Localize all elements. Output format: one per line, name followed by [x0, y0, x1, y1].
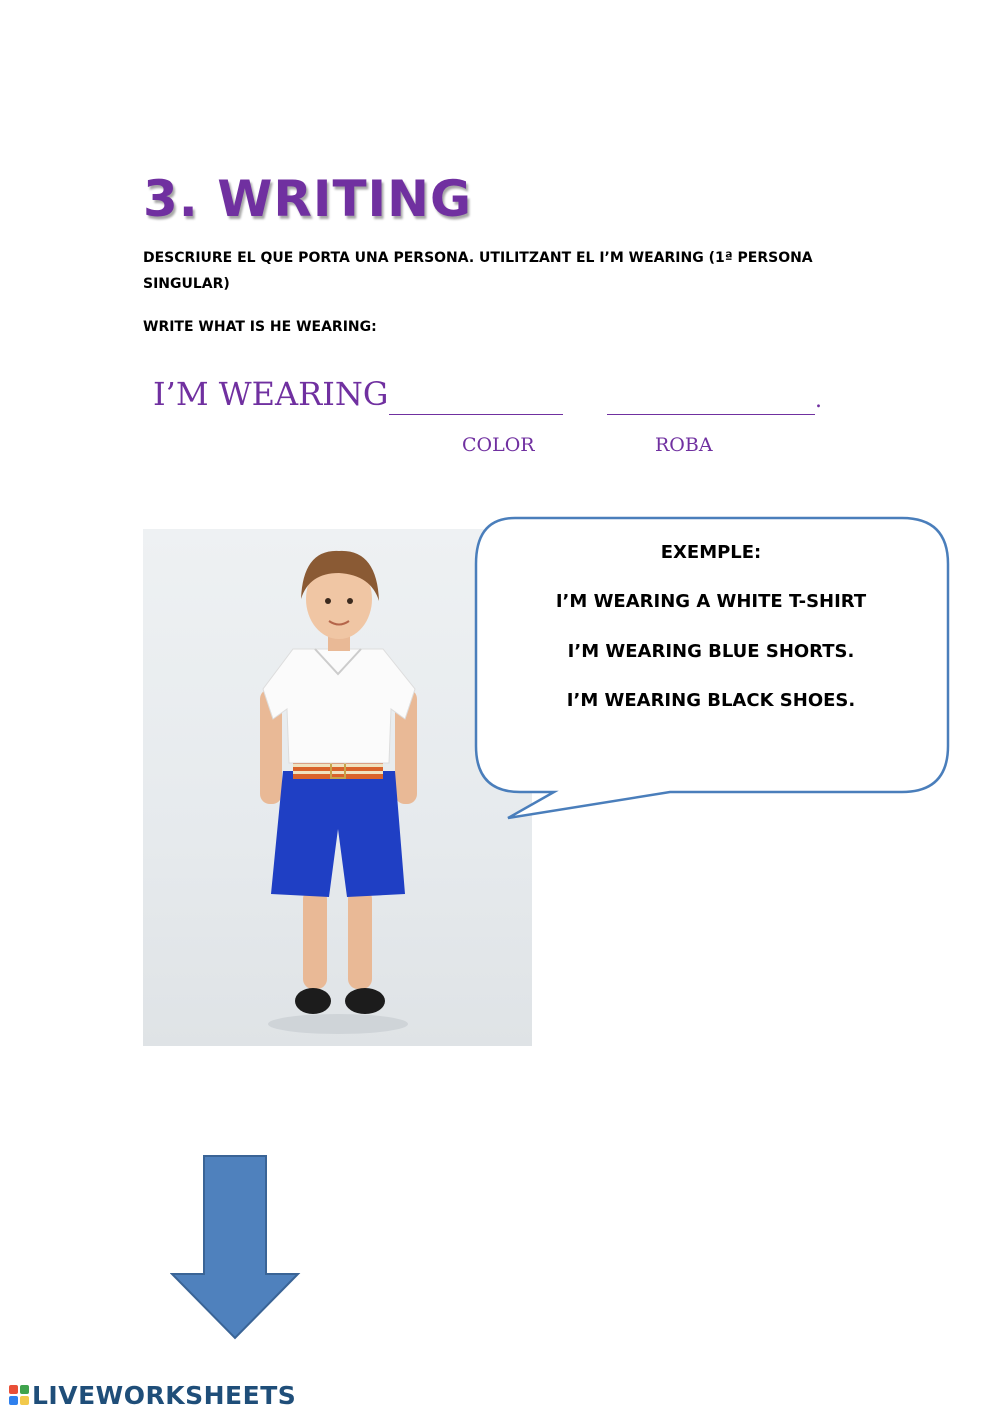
clothes-answer-blank[interactable] — [607, 414, 815, 415]
page-title: 3. WRITING — [143, 170, 473, 228]
footer-brand-text: LIVEWORKSHEETS — [32, 1380, 297, 1410]
instruction-english: WRITE WHAT IS HE WEARING: — [143, 319, 377, 335]
bubble-heading: EXEMPLE: — [660, 542, 762, 563]
down-arrow-icon — [170, 1154, 302, 1342]
color-answer-blank[interactable] — [389, 414, 563, 415]
bubble-example-3: I’M WEARING BLACK SHOES. — [566, 690, 856, 711]
liveworksheets-logo-icon — [8, 1384, 30, 1406]
footer-brand — [8, 1380, 296, 1410]
instruction-line-2: SINGULAR) — [143, 276, 230, 292]
sentence-period: . — [815, 388, 822, 413]
bubble-example-1: I’M WEARING A WHITE T-SHIRT — [555, 591, 867, 612]
bubble-example-2: I’M WEARING BLUE SHORTS. — [567, 641, 855, 662]
sentence-lead: I’M WEARING — [153, 375, 389, 413]
instruction-catalan — [143, 245, 843, 297]
clothes-hint-label: ROBA — [655, 434, 713, 456]
instruction-line-1: DESCRIURE EL QUE PORTA UNA PERSONA. UTILITZANT EL I’M WEARING (1ª PERSONA — [143, 250, 813, 266]
color-hint-label: COLOR — [462, 434, 535, 456]
